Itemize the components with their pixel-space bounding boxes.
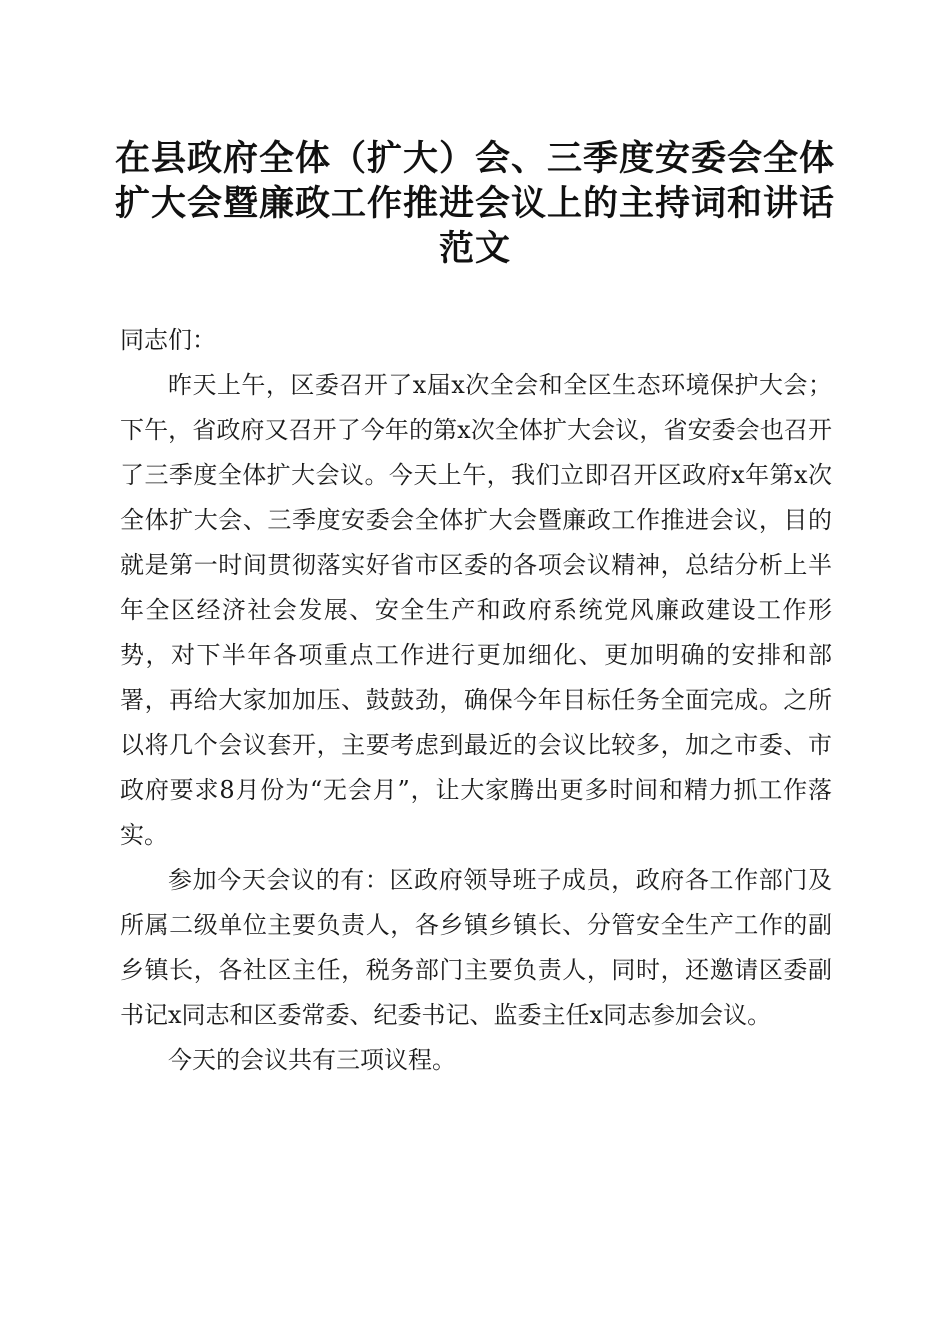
document-title [100, 136, 850, 271]
paragraph-opening: 昨天上午，区委召开了x届x次全会和全区生态环境保护大会；下午，省政府又召开了今年的第x次全体扩大会议，省安委会也召开了三季度全体扩大会议。今天上午，我们立即召开区政府x年第x次全体扩大会、三季度安委会全体扩大会暨廉政工作推进会议，目的就是第一时间贯彻落实好省市区委的各项会议精神，总结分析上半年全区经济社会发展、安全生产和政府系统党风廉政建设工作形势，对下半年各项重点工作进行更加细化、更加明确的安排和部署，再给大家加加压、鼓鼓劲，确保今年目标任务全面完成。之所以将几个会议套开，主要考虑到最近的会议比较多，加之市委、市政府要求8月份为“无会月”，让大家腾出更多时间和精力抓工作落实。 [120, 371, 832, 849]
paragraph-attendees: 参加今天会议的有：区政府领导班子成员，政府各工作部门及所属二级单位主要负责人，各乡镇乡镇长、分管安全生产工作的副乡镇长，各社区主任，税务部门主要负责人，同时，还邀请区委副书记x同志和区委常委、纪委书记、监委主任x同志参加会议。 [120, 866, 832, 1029]
document-body [120, 318, 832, 1083]
title-line-3: 范文 [438, 228, 511, 269]
salutation: 同志们： [120, 326, 216, 354]
paragraph-agenda: 今天的会议共有三项议程。 [168, 1046, 456, 1074]
title-line-2: 扩大会暨廉政工作推进会议上的主持词和讲话 [114, 183, 835, 224]
title-line-1: 在县政府全体（扩大）会、三季度安委会全体 [114, 138, 835, 179]
